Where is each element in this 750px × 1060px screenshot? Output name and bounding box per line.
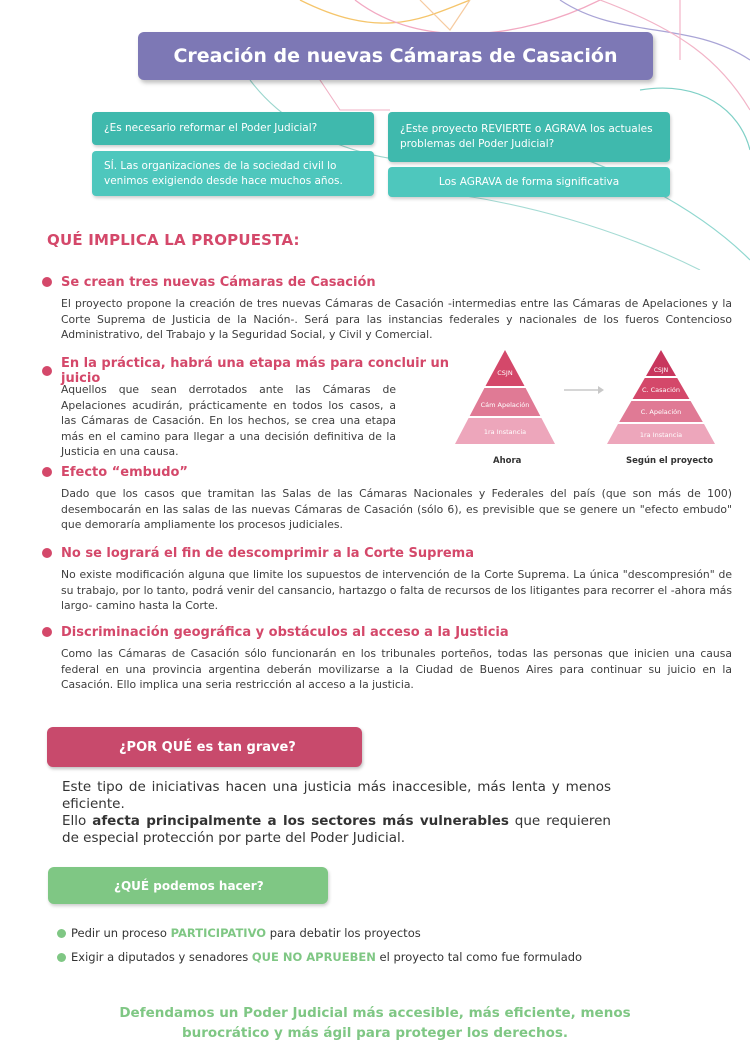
item-body: Dado que los casos que tramitan las Salas de las Cámaras Nacionales y Federales del país (que son más de 100) desembocarán en las salas de las nuevas Cámaras de Casación (sólo 6), es previsible que se genere un "efecto embudo" que demoraría ampliamente los procesos judiciales.	[61, 487, 732, 531]
action-text-post: para debatir los proyectos	[269, 926, 421, 940]
pyramid-now-label-2: Cám Apelación	[480, 401, 530, 409]
list-item	[42, 544, 732, 614]
bullet-icon	[57, 929, 66, 938]
arrow-right-icon	[598, 386, 604, 394]
question-project-box	[388, 112, 670, 162]
pyramid-now-caption: Ahora	[493, 456, 522, 466]
pyramid-diagram	[448, 348, 738, 473]
item-title: Efecto “embudo”	[61, 464, 188, 480]
what-heading: ¿QUÉ podemos hacer?	[48, 867, 328, 904]
list-item	[42, 463, 732, 533]
action-text-pre: Exigir a diputados y senadores	[71, 950, 249, 964]
action-item	[57, 950, 582, 964]
closing-statement: Defendamos un Poder Judicial más accesible, más eficiente, menos burocrático y más ágil para proteger los derechos.	[119, 1005, 631, 1041]
bullet-icon	[42, 627, 52, 637]
pyramid-comparison	[448, 348, 738, 473]
answer-reform-text: SÍ. Las organizaciones de la sociedad civil lo venimos exigiendo desde hace muchos años.	[104, 159, 343, 187]
bullet-icon	[42, 366, 52, 376]
pyramid-proposed-label-3: C. Apelación	[640, 408, 682, 416]
item-title: En la práctica, habrá una etapa más para concluir un juicio	[61, 356, 450, 386]
item-body: El proyecto propone la creación de tres nuevas Cámaras de Casación -intermedias entre las Cámaras de Apelaciones y la Corte Suprema de Justicia de la Nación-. Será para las instancias federales y nacionales de los fueros Contencioso Administrativo, del Trabajo y la Seguridad Social, y Civil y Comercial.	[61, 297, 732, 341]
question-project-text: ¿Este proyecto REVIERTE o AGRAVA los actuales problemas del Poder Judicial?	[400, 123, 653, 150]
page-title: Creación de nuevas Cámaras de Casación	[138, 32, 653, 80]
why-line-1: Este tipo de iniciativas hacen una justicia más inaccesible, más lenta y menos eficiente.	[62, 779, 611, 812]
pyramid-proposed-label-4: 1ra Instancia	[639, 431, 683, 439]
answer-project-box	[388, 167, 670, 197]
answer-project-text: Los AGRAVA de forma significativa	[438, 175, 620, 188]
item-body: No existe modificación alguna que limite los supuestos de intervención de la Corte Suprema. La única "descompresión" de su trabajo, por lo tanto, podrá venir del cansancio, hartazgo o falta de recursos de los litigantes para recorrer el -ahora más largo- camino hasta la Corte.	[61, 568, 732, 612]
action-highlight: PARTICIPATIVO	[170, 926, 267, 940]
item-title: No se logrará el fin de descomprimir a la Corte Suprema	[61, 545, 474, 561]
question-reform-box	[92, 112, 374, 145]
why-line-2-pre: Ello	[62, 813, 87, 829]
bullet-icon	[42, 467, 52, 477]
why-line-2-bold: afecta principalmente a los sectores más vulnerables	[92, 813, 509, 829]
bullet-icon	[57, 953, 66, 962]
action-highlight: QUE NO APRUEBEN	[251, 950, 376, 964]
answer-reform-box	[92, 151, 374, 196]
section-heading: QUÉ IMPLICA LA PROPUESTA:	[47, 231, 300, 249]
bullet-icon	[42, 548, 52, 558]
pyramid-proposed-label-1: CSJN	[653, 367, 669, 374]
list-item	[42, 623, 732, 693]
item-body: Aquellos que sean derrotados ante las Cámaras de Apelaciones acudirán, prácticamente en todos los casos, a las Cámaras de Casación. En los hechos, se crea una etapa más en el camino para llegar a una decisión definitiva de la Justicia en una causa.	[61, 383, 396, 458]
item-body: Como las Cámaras de Casación sólo funcionarán en los tribunales porteños, todas las personas que inicien una causa federal en una provincia argentina deberán movilizarse a la Ciudad de Buenos Aires para continuar su juicio en la Casación. Ello implica una seria restricción al acceso a la justicia.	[61, 647, 732, 691]
pyramid-now-level-1	[486, 350, 525, 386]
item-title: Discriminación geográfica y obstáculos al acceso a la Justicia	[61, 624, 509, 640]
action-text-post: el proyecto tal como fue formulado	[379, 950, 583, 964]
why-text	[62, 779, 611, 847]
pyramid-proposed-caption: Según el proyecto	[626, 456, 714, 466]
bullet-icon	[42, 277, 52, 287]
action-item	[57, 926, 421, 940]
list-item	[42, 356, 452, 460]
pyramid-now-label-1: CSJN	[497, 369, 513, 377]
why-heading: ¿POR QUÉ es tan grave?	[47, 727, 362, 767]
action-text-pre: Pedir un proceso	[71, 926, 167, 940]
list-item	[42, 273, 732, 343]
why-line-2-post: que requieren de especial protección por parte del Poder Judicial.	[62, 813, 611, 846]
pyramid-proposed-label-2: C. Casación	[641, 386, 681, 394]
item-title: Se crean tres nuevas Cámaras de Casación	[61, 274, 376, 290]
pyramid-now-label-3: 1ra Instancia	[483, 428, 527, 436]
question-reform-text: ¿Es necesario reformar el Poder Judicial?	[104, 122, 318, 134]
